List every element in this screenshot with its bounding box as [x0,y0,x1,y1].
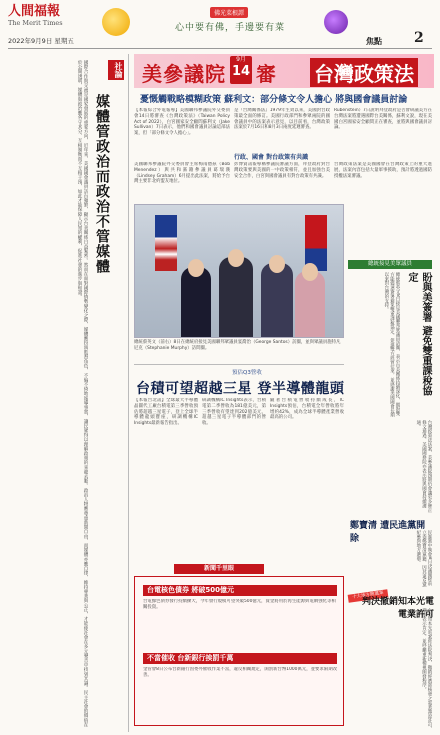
sidebar-tag: 總統接見美眾議員 [348,260,432,269]
masthead-logo [8,4,64,30]
editorial-title: 媒體管政治而政治不管媒體 [94,94,110,274]
ruling-headline: 判決撤銷知本光電 電業許可 [361,597,434,620]
banner-tag: 佛光菜根譚 [210,7,248,18]
page-number: 2 [414,30,424,46]
lead-body-col1: 【本報綜合外電報導】美國聯邦參議院外交委員會14日將審查《台灣政策法》（Taiwan Policy Act of 2022），白宮國家安全顧問蘇利文（Jake Sullivan）7日表示，他們和國會議員討論這部法案，但「部分條文令人擔心」。 [134,108,230,137]
news-item2-body: 金管會8日公布台新銀行因委外催收作業不當，違反相關規定，開罰新台幣1000萬元，並要求限期改善。 [143,667,337,678]
headline-part2: 審 [256,62,276,86]
passionfruit-icon [324,10,348,34]
lead-body-col5: 彭博資訊報導稱參議院審議方面，拜登政府對台灣政策要與美國的一中政策相符，並且加強台美安全合作，白宮與國會議員有對台政策有共識。 [234,162,330,179]
news-item1-body: 台電綠色債券發行持續擴大，今年發行規模可望突破500億元，資金將用於再生能源與電網強化等相關投資。 [143,599,336,610]
date-badge [230,56,252,84]
cheng-body: 民進黨中執會8日決議開除前立委鄭寶清黨籍，因其違反黨紀參與地方選舉。 [415,530,432,588]
headline-part3: 台灣政策法 [310,58,418,87]
lead-subheadline: 憂慨觸戰略模糊政策 蘇利文：部分條文令人擔心 將與國會議員討論 [140,95,408,105]
lead-body-col2: 是『台灣關係法』1979年生效以來，美國對台政策最全面的修訂。美國行政部門和參眾兩院的國會議員中的法案表示意見，以目前看，台灣政策法案於7月16日和8月3日兩度延遲審查。 [234,108,330,131]
person-head [269,255,285,273]
lead-body-col6: 台灣政策法案是美國國會在台灣政策上的重大進展，法案內容包括大量軍事援助，預計將透過國防授權法案審議。 [334,162,432,179]
news-photo [134,204,344,338]
us-flag [155,215,177,271]
editorial-body: 國際合作與交流是國家發展的重要方向，近年來，美國國會議員訪台頻繁，顯示台美關係日益緊密。然而在面對國際情勢變化之際，媒體應扮演監督角色，不偏不倚地報導事實，讓民眾得以理解政策的來龍去脈。政治人物應尊重新聞自由，而媒體亦應自律，維持專業與公正，才能使社會在多元聲音中找到共識。民主社會的價值在於公開透明，媒體與政治應各守其分，互相制衡而不互相干預，如此才能保障人民知的權利，促進社會的進步與和諧。 [77,60,88,727]
tsmc-body-col1: 【本報台北訊】全球最大半導體晶圓代工廠台積電第三季營收預估將超越三星電子，登上全球半導體龍頭寶座，研調機構IC Insights最新報告指出。 [134,398,198,427]
headline-part1: 美參議院 [142,62,226,86]
sidebar-title: 盼與美簽署 避免雙重課稅協定 [406,272,431,396]
top-banner [102,4,352,40]
paper-name-en: The Merit Times [8,19,63,27]
masthead-divider [8,48,432,49]
section-divider [134,364,344,365]
lead-body-col4: 美國聯邦參議院外交委員會主席梅南德茲（Bob Menendez）與共和黨籍參議員葛瑞漢（Lindsey Graham）6月提出此法案，將給予台灣主要非北約盟友地位。 [134,162,230,185]
news-item1-title: 台電核色債券 將破500億元 [143,585,337,596]
cheng-headline: 鄭寶清 遭民進黨開除 [350,521,426,544]
news-box [134,576,344,726]
section-name: 焦點 [366,37,382,46]
tsmc-kicker: 預估Q3營收 [232,370,262,376]
lead-body-col3: Rubenstein）7日說明拜登政府是否會研議美方在台灣法案將遭遇國際台美關係，蘇利文說，現在美國白宮國家安全顧問正在審查，並將與國會議員討論。 [334,108,432,131]
column-divider [128,54,129,732]
paper-name-cn: 人間福報 [8,4,61,19]
person-figure [181,267,211,337]
tsmc-body-col2: 研調機構IC Insights表示，台積電第二季營收為181億美元，第三季營收有望達到202億美元，超越三星電子半導體部門的營收。 [202,398,266,427]
person-figure [219,257,253,337]
person-head [302,263,318,281]
ruling-body: 台東知本光電案經法院判決，撤銷經濟部核發之電業籌設許可，環團表示肯定，並呼籲重新檢視開發程序。 [421,608,432,732]
date-badge-day: 14 [231,64,251,79]
right-top-body: 台灣政策法法案，美參議院預期仍會讓更多修正條文通過，美國國務院亦表示將與國會持續溝通。 [415,420,432,513]
news-item2-title: 不當催收 台新銀行挨罰千萬 [143,653,337,664]
tsmc-body-col3: 隨著台積電營收持續成長，IC Insights預估，台積電全年營收將年增約42%，成為全球半導體產業營收最高的公司。 [270,398,344,421]
news-box-tag: 新聞千里眼 [174,564,264,574]
ruling-tag: 十大地方賄選案 [348,589,389,602]
tsmc-headline: 台積可望超越三星 登半導體龍頭 [136,381,345,397]
person-figure [261,263,293,337]
editorial-column [8,54,126,732]
banner-slogan: 心中要有佛，手邊要有菜 [174,23,285,33]
lead-headline [134,54,434,88]
lead-mid-headline: 行政、國會 對台政策有共識 [234,154,309,161]
date-badge-month: 9月 [236,56,246,63]
photo-caption: 總統蔡英文（前右）8日在總統府接見美國聯邦眾議員宴喬治（George Santos）訪團，並與眾議員施特凡尼克（Stephanie Murphy）訪問團。 [134,340,341,351]
publication-date: 2022年9月9日 星期五 [8,37,74,45]
sidebar-body: 總統蔡英文8日接見美國聯邦眾議員訪團，表示台美關係持續深化，期盼雙方能儘速簽署避免雙重課稅協定，促進雙方經貿往來，並感謝美國國會長期以來對台灣的支持。 [383,272,400,418]
person-head [188,259,204,277]
editorial-badge: 社論 [108,60,124,80]
person-head [228,249,244,267]
